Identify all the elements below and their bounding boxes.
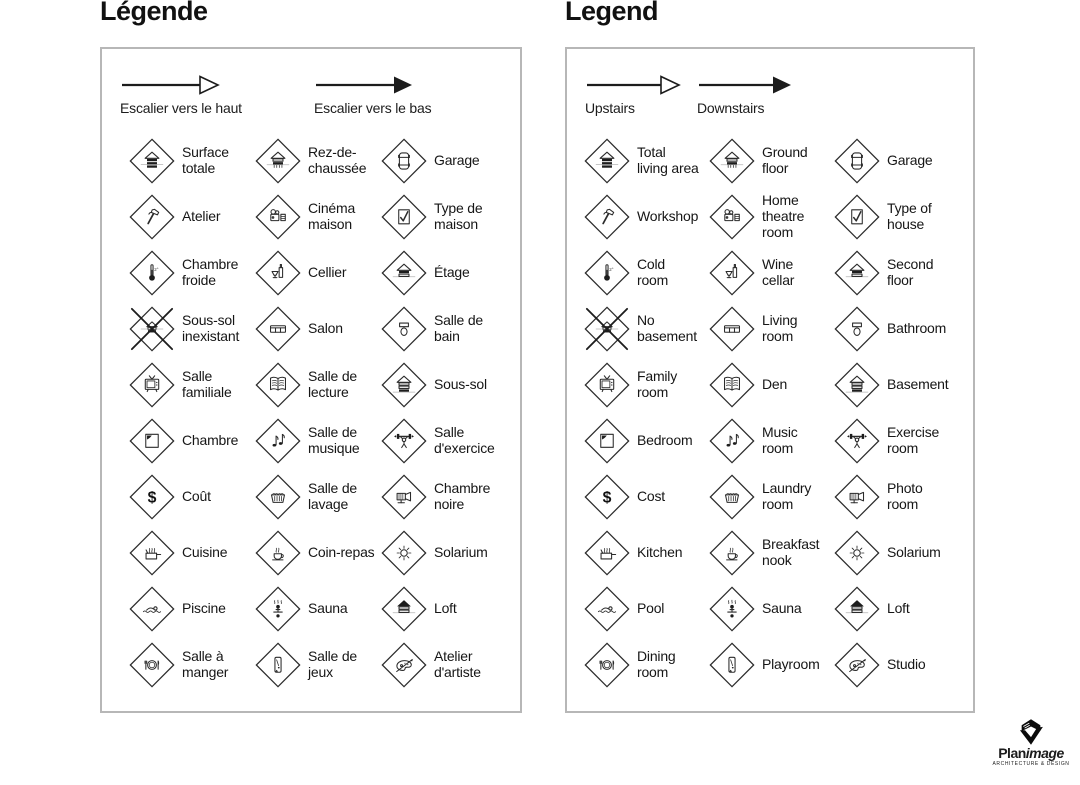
stair-up-arrow-icon: [120, 73, 222, 97]
no-basement-icon: [584, 306, 630, 352]
legend-item: Chambre froide: [129, 245, 255, 301]
dining-room-icon: [584, 642, 630, 688]
second-floor-icon: [381, 250, 427, 296]
legend-item: Den: [709, 357, 834, 413]
studio-icon: [381, 642, 427, 688]
legend-item: Workshop: [584, 189, 709, 245]
legend-item: Loft: [381, 581, 507, 637]
legend-item: Salle à manger: [129, 637, 255, 693]
breakfast-nook-icon: [255, 530, 301, 576]
cost-icon: [129, 474, 175, 520]
legend-item: Second floor: [834, 245, 959, 301]
bedroom-icon: [584, 418, 630, 464]
exercise-room-icon: [381, 418, 427, 464]
home-theatre-icon: [709, 194, 755, 240]
stair-down-english: [697, 73, 795, 116]
stair-up-english: [585, 73, 683, 116]
legend-item: Garage: [834, 133, 959, 189]
legend-item: Coût: [129, 469, 255, 525]
legend-item: Bedroom: [584, 413, 709, 469]
garage-icon: [834, 138, 880, 184]
exercise-room-icon: [834, 418, 880, 464]
legend-item: Laundry room: [709, 469, 834, 525]
stair-down-label: Downstairs: [697, 100, 765, 116]
garage-icon: [381, 138, 427, 184]
legend-panel-english: [565, 47, 975, 713]
legend-item: Salon: [255, 301, 381, 357]
legend-item: Cost: [584, 469, 709, 525]
stair-down-arrow-icon: [697, 73, 795, 97]
photo-room-icon: [834, 474, 880, 520]
cost-icon: [584, 474, 630, 520]
legend-item: Sous-sol inexistant: [129, 301, 255, 357]
legend-item: Coin-repas: [255, 525, 381, 581]
music-room-icon: [255, 418, 301, 464]
legend-item: Atelier d'artiste: [381, 637, 507, 693]
type-of-house-icon: [381, 194, 427, 240]
legend-item: Salle de lavage: [255, 469, 381, 525]
legend-item: Sous-sol: [381, 357, 507, 413]
legend-item: Solarium: [381, 525, 507, 581]
living-room-icon: [255, 306, 301, 352]
solarium-icon: [381, 530, 427, 576]
studio-icon: [834, 642, 880, 688]
photo-room-icon: [381, 474, 427, 520]
legend-item: Garage: [381, 133, 507, 189]
dining-room-icon: [129, 642, 175, 688]
legend-item: Bathroom: [834, 301, 959, 357]
legend-panel-french: [100, 47, 522, 713]
stair-up-label: Upstairs: [585, 100, 635, 116]
legend-item: Chambre noire: [381, 469, 507, 525]
panel-title-english: Legend: [565, 0, 659, 26]
legend-item: Home theatre room: [709, 189, 834, 245]
legend-item: Cold room: [584, 245, 709, 301]
family-room-icon: [129, 362, 175, 408]
bathroom-icon: [834, 306, 880, 352]
basement-icon: [834, 362, 880, 408]
legend-item: Surface totale: [129, 133, 255, 189]
legend-item: Exercise room: [834, 413, 959, 469]
legend-item: Type de maison: [381, 189, 507, 245]
legend-item: Chambre: [129, 413, 255, 469]
legend-item: Total living area: [584, 133, 709, 189]
legend-item: Salle de musique: [255, 413, 381, 469]
workshop-icon: [129, 194, 175, 240]
stair-up-arrow-icon: [585, 73, 683, 97]
legend-item: Atelier: [129, 189, 255, 245]
den-icon: [255, 362, 301, 408]
breakfast-nook-icon: [709, 530, 755, 576]
second-floor-icon: [834, 250, 880, 296]
home-theatre-icon: [255, 194, 301, 240]
legend-item: Cinéma maison: [255, 189, 381, 245]
legend-item: Salle de jeux: [255, 637, 381, 693]
legend-item: Étage: [381, 245, 507, 301]
total-area-icon: [584, 138, 630, 184]
legend-item: Breakfast nook: [709, 525, 834, 581]
legend-grid-french: [129, 133, 507, 693]
basement-icon: [381, 362, 427, 408]
stair-up-french: [120, 73, 242, 116]
loft-icon: [381, 586, 427, 632]
laundry-room-icon: [255, 474, 301, 520]
ground-floor-icon: [709, 138, 755, 184]
family-room-icon: [584, 362, 630, 408]
legend-item: Photo room: [834, 469, 959, 525]
legend-item: Pool: [584, 581, 709, 637]
workshop-icon: [584, 194, 630, 240]
planimage-logo: [983, 718, 1079, 767]
cold-room-icon: [129, 250, 175, 296]
legend-item: Sauna: [255, 581, 381, 637]
planimage-logo-tagline: ARCHITECTURE & DESIGN: [992, 761, 1070, 767]
legend-item: Kitchen: [584, 525, 709, 581]
legend-item: Loft: [834, 581, 959, 637]
legend-item: Basement: [834, 357, 959, 413]
den-icon: [709, 362, 755, 408]
wine-cellar-icon: [255, 250, 301, 296]
legend-item: Dining room: [584, 637, 709, 693]
legend-item: Studio: [834, 637, 959, 693]
living-room-icon: [709, 306, 755, 352]
solarium-icon: [834, 530, 880, 576]
music-room-icon: [709, 418, 755, 464]
ground-floor-icon: [255, 138, 301, 184]
legend-item: Music room: [709, 413, 834, 469]
bathroom-icon: [381, 306, 427, 352]
type-of-house-icon: [834, 194, 880, 240]
legend-item: Ground floor: [709, 133, 834, 189]
wine-cellar-icon: [709, 250, 755, 296]
pool-icon: [584, 586, 630, 632]
playroom-icon: [709, 642, 755, 688]
planimage-logo-wordmark: Planimage: [998, 745, 1064, 761]
legend-item: Family room: [584, 357, 709, 413]
bedroom-icon: [129, 418, 175, 464]
legend-item: Rez-de-chaussée: [255, 133, 381, 189]
legend-item: Solarium: [834, 525, 959, 581]
legend-item: Wine cellar: [709, 245, 834, 301]
legend-item: Salle de bain: [381, 301, 507, 357]
cold-room-icon: [584, 250, 630, 296]
sauna-icon: [709, 586, 755, 632]
legend-item: Cellier: [255, 245, 381, 301]
kitchen-icon: [584, 530, 630, 576]
panel-title-french: Légende: [100, 0, 208, 26]
laundry-room-icon: [709, 474, 755, 520]
playroom-icon: [255, 642, 301, 688]
legend-item: Living room: [709, 301, 834, 357]
sauna-icon: [255, 586, 301, 632]
total-area-icon: [129, 138, 175, 184]
stair-down-french: [314, 73, 431, 116]
stair-down-arrow-icon: [314, 73, 416, 97]
legend-item: Sauna: [709, 581, 834, 637]
kitchen-icon: [129, 530, 175, 576]
legend-item: Type of house: [834, 189, 959, 245]
loft-icon: [834, 586, 880, 632]
legend-item: Cuisine: [129, 525, 255, 581]
legend-item: Playroom: [709, 637, 834, 693]
legend-item: Salle familiale: [129, 357, 255, 413]
stair-down-label: Escalier vers le bas: [314, 100, 432, 116]
stair-up-label: Escalier vers le haut: [120, 100, 242, 116]
legend-item: Salle d'exercice: [381, 413, 507, 469]
no-basement-icon: [129, 306, 175, 352]
pool-icon: [129, 586, 175, 632]
legend-grid-english: [584, 133, 959, 693]
legend-item: Piscine: [129, 581, 255, 637]
legend-item: No basement: [584, 301, 709, 357]
planimage-logo-icon: [1014, 718, 1048, 746]
legend-item: Salle de lecture: [255, 357, 381, 413]
